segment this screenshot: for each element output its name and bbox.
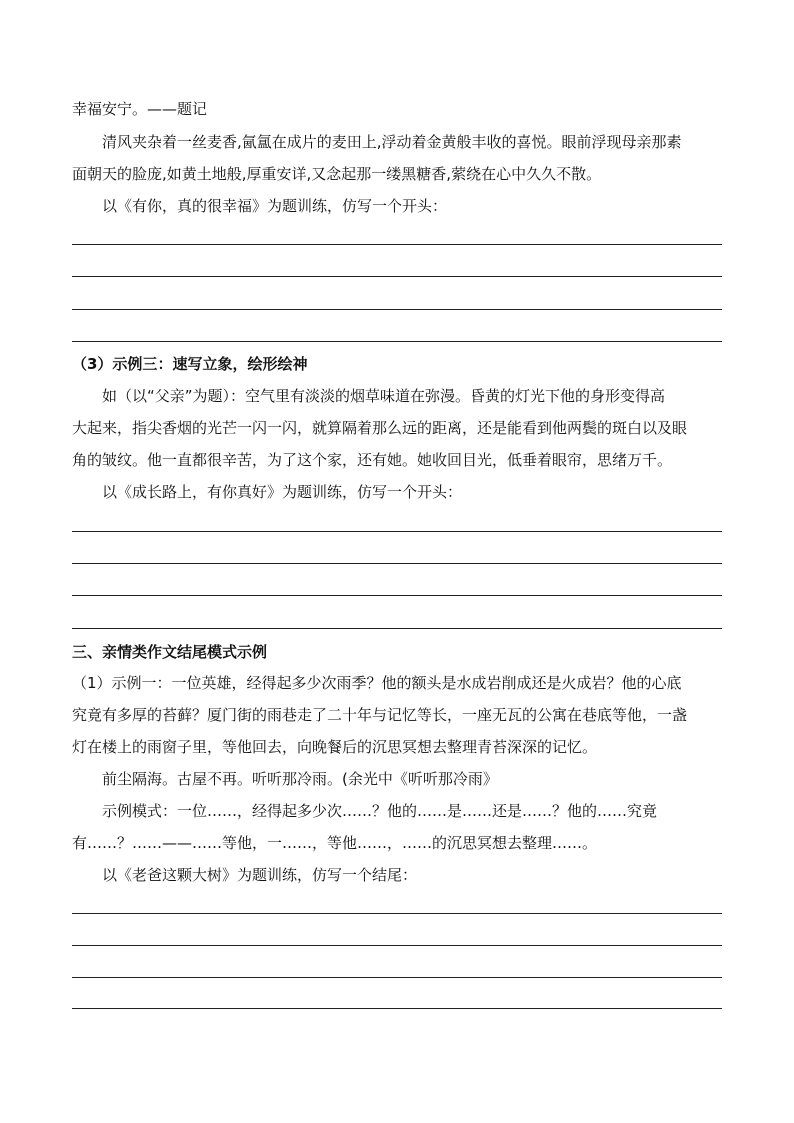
task-prompt: 以《有你，真的很幸福》为题训练，仿写一个开头： xyxy=(102,197,448,215)
answer-line[interactable] xyxy=(72,913,722,914)
paragraph-line: 如（以“父亲”为题）：空气里有淡淡的烟草味道在弥漫。昏黄的灯光下他的身形变得高 xyxy=(102,387,666,405)
answer-line[interactable] xyxy=(72,341,722,342)
answer-line[interactable] xyxy=(72,563,722,564)
paragraph-line: 大起来，指尖香烟的光芒一闪一闪，就算隔着那么远的距离，还是能看到他两鬓的斑白以及眼 xyxy=(72,419,688,437)
paragraph-line: 究竟有多厚的苔藓？厦门街的雨巷走了二十年与记忆等长，一座无瓦的公寓在巷底等他，一盏 xyxy=(72,706,688,724)
answer-line[interactable] xyxy=(72,595,722,596)
section-heading: （3）示例三：速写立象，绘形绘神 xyxy=(72,355,308,373)
section-heading: 三、亲情类作文结尾模式示例 xyxy=(72,643,268,661)
paragraph-line: 灯在楼上的雨窗子里，等他回去，向晚餐后的沉思冥想去整理青苔深深的记忆。 xyxy=(72,738,598,756)
paragraph-line: 幸福安宁。——题记 xyxy=(72,100,208,118)
answer-line[interactable] xyxy=(72,276,722,277)
paragraph-line: 角的皱纹。他一直都很辛苦，为了这个家，还有她。她收回目光，低垂着眼帘，思绪万千。 xyxy=(72,451,673,469)
answer-line[interactable] xyxy=(72,977,722,978)
paragraph-line: 有……？……——……等他，一……，等他……，……的沉思冥想去整理……。 xyxy=(72,834,598,852)
answer-line[interactable] xyxy=(72,945,722,946)
paragraph-line: 清风夹杂着一丝麦香,氤氲在成片的麦田上,浮动着金黄般丰收的喜悦。眼前浮现母亲那素 xyxy=(102,133,682,151)
answer-line[interactable] xyxy=(72,1008,722,1009)
answer-line[interactable] xyxy=(72,309,722,310)
paragraph-line: （1）示例一：一位英雄，经得起多少次雨季？他的额头是水成岩削成还是火成岩？他的心底 xyxy=(72,674,682,692)
task-prompt: 以《老爸这颗大树》为题训练，仿写一个结尾： xyxy=(102,866,418,884)
answer-line[interactable] xyxy=(72,531,722,532)
paragraph-line: 前尘隔海。古屋不再。听听那冷雨。(余光中《听听那冷雨》 xyxy=(102,770,498,788)
answer-line[interactable] xyxy=(72,628,722,629)
task-prompt: 以《成长路上，有你真好》为题训练，仿写一个开头： xyxy=(102,483,463,501)
paragraph-line: 面朝天的脸庞,如黄土地般,厚重安详,又念起那一缕黑糖香,萦绕在心中久久不散。 xyxy=(72,165,602,183)
paragraph-line: 示例模式：一位……，经得起多少次……？他的……是……还是……？他的……究竟 xyxy=(102,802,658,820)
answer-line[interactable] xyxy=(72,244,722,245)
